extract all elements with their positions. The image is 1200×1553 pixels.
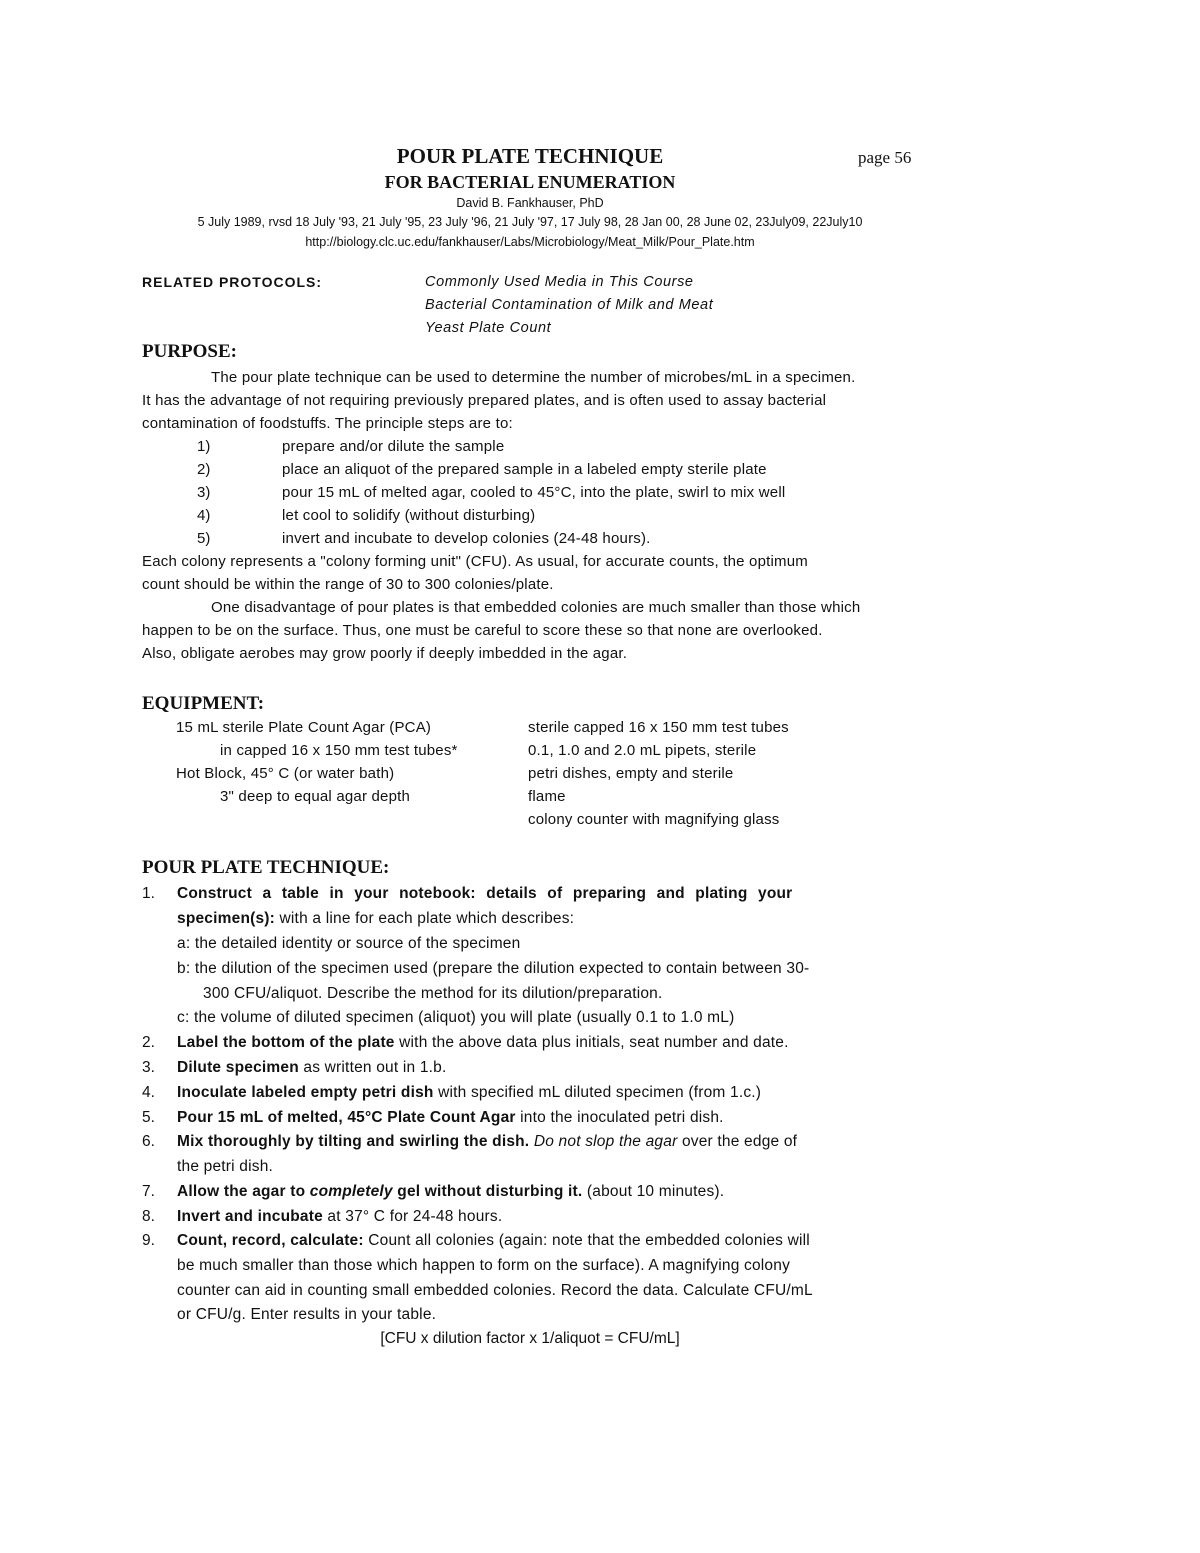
step-text: prepare and/or dilute the sample bbox=[282, 438, 505, 455]
step-number: 2) bbox=[197, 461, 211, 478]
step-number: 4) bbox=[197, 507, 211, 524]
step-text: let cool to solidify (without disturbing) bbox=[282, 507, 536, 524]
equipment-item: petri dishes, empty and sterile bbox=[528, 765, 734, 782]
equipment-item: 3" deep to equal agar depth bbox=[220, 788, 411, 805]
purpose-line: One disadvantage of pour plates is that embedded colonies are much smaller than those which bbox=[211, 599, 861, 616]
related-protocol-link[interactable]: Commonly Used Media in This Course bbox=[425, 274, 694, 290]
purpose-line: contamination of foodstuffs. The principle steps are to: bbox=[142, 415, 513, 432]
purpose-line: It has the advantage of not requiring previously prepared plates, and is often used to assay bacterial bbox=[142, 392, 827, 409]
technique-step-bold: Pour 15 mL of melted, 45°C Plate Count Agar bbox=[177, 1109, 516, 1126]
purpose-line: Each colony represents a "colony forming unit" (CFU). As usual, for accurate counts, the optimum bbox=[142, 553, 808, 570]
equipment-item: Hot Block, 45° C (or water bath) bbox=[176, 765, 395, 782]
page-title: POUR PLATE TECHNIQUE bbox=[396, 144, 664, 168]
technique-step-rest: with the above data plus initials, seat number and date. bbox=[394, 1034, 789, 1051]
technique-step-bold: Count, record, calculate: bbox=[177, 1232, 364, 1249]
technique-step-rest: as written out in 1.b. bbox=[298, 1059, 447, 1076]
equipment-item: sterile capped 16 x 150 mm test tubes bbox=[528, 719, 789, 736]
technique-step-number: 9. bbox=[142, 1232, 155, 1249]
technique-substep: a: the detailed identity or source of the specimen bbox=[177, 935, 521, 952]
technique-step-italic: Do not slop the agar bbox=[529, 1133, 678, 1150]
technique-step-text bbox=[177, 910, 574, 928]
technique-step-text bbox=[177, 1232, 810, 1250]
technique-step-bold: Allow the agar to bbox=[177, 1183, 310, 1200]
technique-step-number: 4. bbox=[142, 1084, 155, 1101]
technique-step-bold: Label the bottom of the plate bbox=[177, 1034, 395, 1051]
equipment-heading: EQUIPMENT: bbox=[142, 693, 265, 714]
technique-step-bold: Inoculate labeled empty petri dish bbox=[177, 1084, 434, 1101]
purpose-line: count should be within the range of 30 to 300 colonies/plate. bbox=[142, 576, 554, 593]
technique-step-bold: specimen(s): bbox=[177, 910, 276, 927]
technique-step-number: 6. bbox=[142, 1133, 155, 1150]
technique-step-text: counter can aid in counting small embedded colonies. Record the data. Calculate CFU/mL bbox=[177, 1282, 813, 1299]
related-protocol-link[interactable]: Yeast Plate Count bbox=[425, 320, 552, 336]
step-number: 5) bbox=[197, 530, 211, 547]
technique-step-text: or CFU/g. Enter results in your table. bbox=[177, 1306, 437, 1323]
technique-substep: 300 CFU/aliquot. Describe the method for its dilution/preparation. bbox=[203, 985, 663, 1002]
technique-step-rest: with a line for each plate which describes: bbox=[275, 910, 575, 927]
step-text: pour 15 mL of melted agar, cooled to 45°C, into the plate, swirl to mix well bbox=[282, 484, 786, 501]
related-protocol-link[interactable]: Bacterial Contamination of Milk and Meat bbox=[425, 297, 714, 313]
technique-step-number: 2. bbox=[142, 1034, 155, 1051]
step-number: 3) bbox=[197, 484, 211, 501]
technique-substep: b: the dilution of the specimen used (prepare the dilution expected to contain between 30- bbox=[177, 960, 810, 977]
equipment-item: 15 mL sterile Plate Count Agar (PCA) bbox=[176, 719, 432, 736]
technique-step-number: 3. bbox=[142, 1059, 155, 1076]
related-protocols-label: RELATED PROTOCOLS: bbox=[142, 274, 323, 290]
technique-step-text bbox=[177, 1059, 447, 1077]
technique-step-rest: into the inoculated petri dish. bbox=[515, 1109, 724, 1126]
technique-step-text bbox=[177, 1208, 502, 1226]
technique-step-number: 5. bbox=[142, 1109, 155, 1126]
technique-step-rest: at 37° C for 24-48 hours. bbox=[322, 1208, 503, 1225]
purpose-heading: PURPOSE: bbox=[142, 341, 237, 362]
technique-step-rest: Count all colonies (again: note that the embedded colonies will bbox=[363, 1232, 810, 1249]
technique-step-text: Construct a table in your notebook: details of preparing and plating your bbox=[177, 885, 793, 902]
step-text: place an aliquot of the prepared sample in a labeled empty sterile plate bbox=[282, 461, 767, 478]
technique-step-text: the petri dish. bbox=[177, 1158, 274, 1175]
technique-step-rest: over the edge of bbox=[677, 1133, 798, 1150]
step-text: invert and incubate to develop colonies (24-48 hours). bbox=[282, 530, 651, 547]
technique-step-bold: gel without disturbing it. bbox=[392, 1183, 583, 1200]
revision-dates: 5 July 1989, rvsd 18 July '93, 21 July '95, 23 July '96, 21 July '97, 17 July 98, 28 Jan 00, 28 June 02, 23July09, 22July10 bbox=[197, 215, 863, 229]
equipment-item: 0.1, 1.0 and 2.0 mL pipets, sterile bbox=[528, 742, 757, 759]
technique-step-bold: Dilute specimen bbox=[177, 1059, 299, 1076]
technique-step-text bbox=[177, 1034, 789, 1052]
step-number: 1) bbox=[197, 438, 211, 455]
page-number: page 56 bbox=[858, 148, 912, 167]
author: David B. Fankhauser, PhD bbox=[456, 196, 604, 210]
technique-heading: POUR PLATE TECHNIQUE: bbox=[142, 857, 390, 878]
technique-step-number: 8. bbox=[142, 1208, 155, 1225]
technique-step-text: be much smaller than those which happen to form on the surface). A magnifying colony bbox=[177, 1257, 791, 1274]
equipment-item: flame bbox=[528, 788, 566, 805]
equipment-item: in capped 16 x 150 mm test tubes* bbox=[220, 742, 458, 759]
cfu-formula: [CFU x dilution factor x 1/aliquot = CFU/mL] bbox=[380, 1330, 680, 1347]
technique-step-rest: with specified mL diluted specimen (from 1.c.) bbox=[433, 1084, 762, 1101]
technique-step-text bbox=[177, 1084, 761, 1102]
source-url[interactable]: http://biology.clc.uc.edu/fankhauser/Labs/Microbiology/Meat_Milk/Pour_Plate.htm bbox=[305, 235, 755, 249]
technique-step-number: 7. bbox=[142, 1183, 155, 1200]
technique-step-bold: Mix thoroughly by tilting and swirling the dish. bbox=[177, 1133, 530, 1150]
technique-step-bold-italic: completely bbox=[309, 1183, 393, 1200]
technique-substep: c: the volume of diluted specimen (aliquot) you will plate (usually 0.1 to 1.0 mL) bbox=[177, 1009, 735, 1026]
technique-step-text bbox=[177, 1133, 797, 1151]
technique-step-number: 1. bbox=[142, 885, 155, 902]
purpose-line: The pour plate technique can be used to determine the number of microbes/mL in a specimen. bbox=[211, 369, 856, 386]
technique-step-bold: Invert and incubate bbox=[177, 1208, 323, 1225]
purpose-line: Also, obligate aerobes may grow poorly if deeply imbedded in the agar. bbox=[142, 645, 628, 662]
technique-step-text bbox=[177, 1109, 724, 1127]
page-subtitle: FOR BACTERIAL ENUMERATION bbox=[384, 172, 676, 192]
technique-step-text bbox=[177, 1183, 724, 1201]
technique-step-rest: (about 10 minutes). bbox=[582, 1183, 725, 1200]
equipment-item: colony counter with magnifying glass bbox=[528, 811, 780, 828]
purpose-line: happen to be on the surface. Thus, one must be careful to score these so that none are overlooked. bbox=[142, 622, 823, 639]
